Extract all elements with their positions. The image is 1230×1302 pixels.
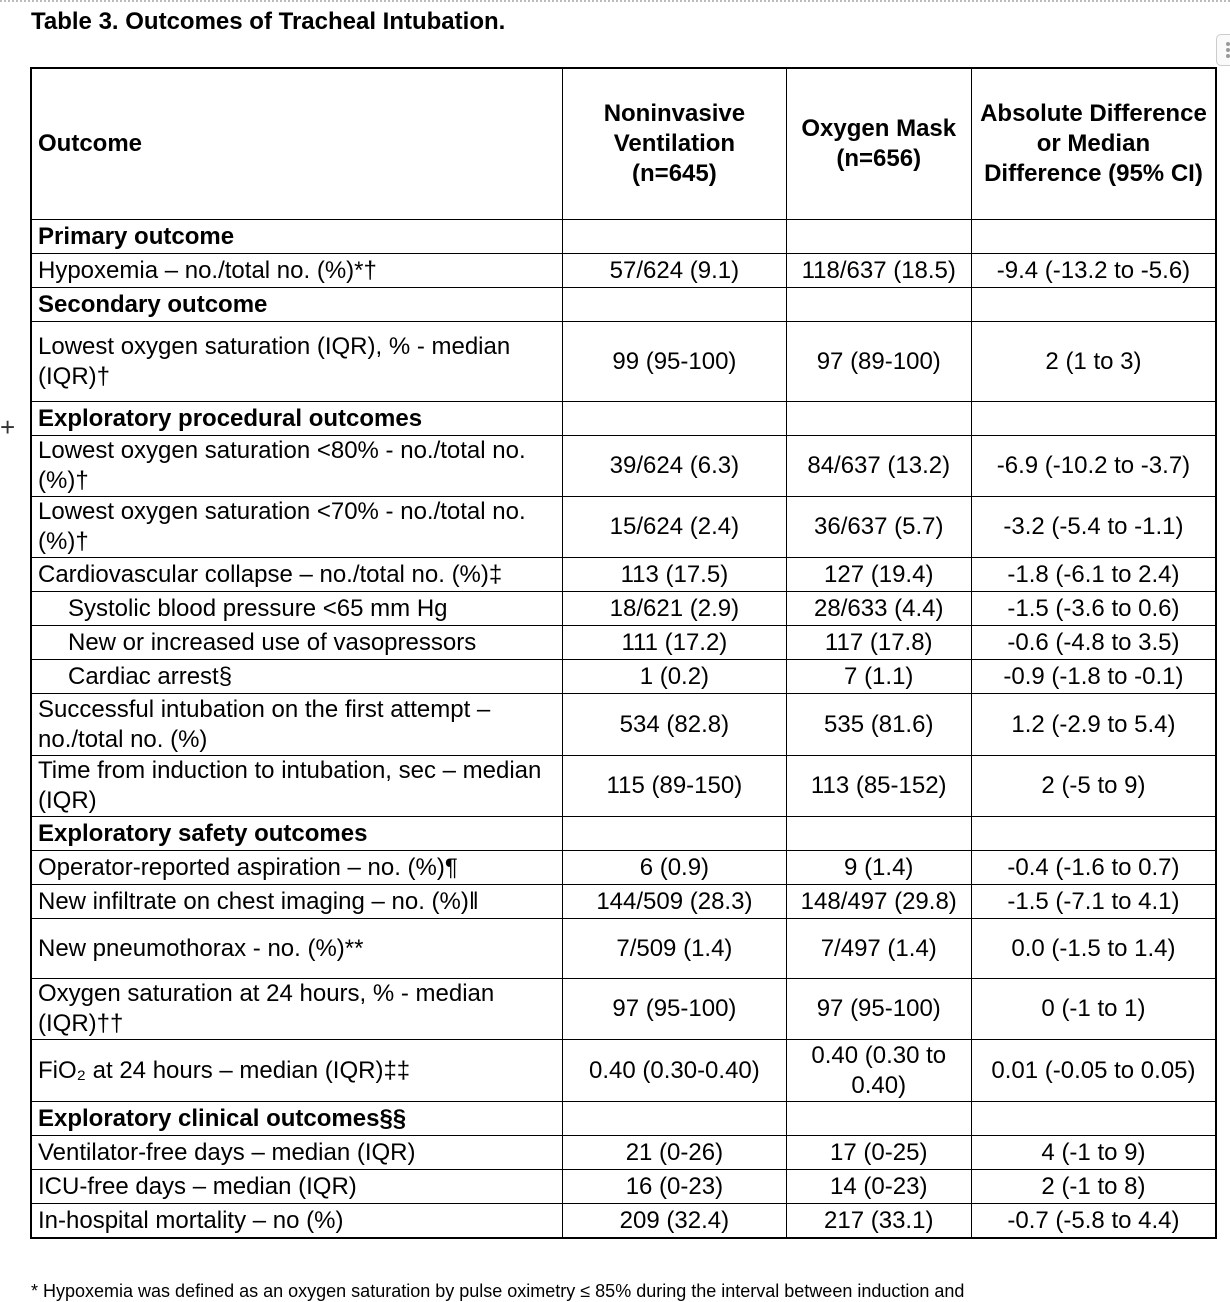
table-row <box>31 1170 1216 1204</box>
difference-value: 2 (-5 to 9) <box>971 756 1216 817</box>
outcome-label: Lowest oxygen saturation <80% - no./total no. (%)† <box>31 436 563 497</box>
difference-value <box>971 817 1216 851</box>
niv-value: 113 (17.5) <box>563 558 786 592</box>
difference-value: 2 (1 to 3) <box>971 322 1216 402</box>
mask-value <box>786 817 971 851</box>
table-row <box>31 660 1216 694</box>
mask-value: 127 (19.4) <box>786 558 971 592</box>
outcome-label: ICU-free days – median (IQR) <box>31 1170 563 1204</box>
mask-value: 0.40 (0.30 to 0.40) <box>786 1040 971 1102</box>
outcome-label: Operator-reported aspiration – no. (%)¶ <box>31 851 563 885</box>
niv-value: 0.40 (0.30-0.40) <box>563 1040 786 1102</box>
difference-value: 4 (-1 to 9) <box>971 1136 1216 1170</box>
section-label: Exploratory clinical outcomes§§ <box>31 1102 563 1136</box>
niv-value: 18/621 (2.9) <box>563 592 786 626</box>
mask-value: 113 (85-152) <box>786 756 971 817</box>
niv-value: 534 (82.8) <box>563 694 786 756</box>
top-divider <box>0 0 1230 5</box>
table-row <box>31 694 1216 756</box>
outcome-label: Successful intubation on the first attempt – no./total no. (%) <box>31 694 563 756</box>
niv-value: 6 (0.9) <box>563 851 786 885</box>
outcomes-table <box>30 67 1217 1239</box>
section-row <box>31 220 1216 254</box>
table-row <box>31 756 1216 817</box>
mask-value: 14 (0-23) <box>786 1170 971 1204</box>
mask-value: 84/637 (13.2) <box>786 436 971 497</box>
niv-value: 39/624 (6.3) <box>563 436 786 497</box>
table-row <box>31 626 1216 660</box>
niv-value: 15/624 (2.4) <box>563 497 786 558</box>
outcome-label: Ventilator-free days – median (IQR) <box>31 1136 563 1170</box>
mask-value <box>786 402 971 436</box>
outcome-label: Time from induction to intubation, sec – median (IQR) <box>31 756 563 817</box>
difference-value <box>971 402 1216 436</box>
table-title: Table 3. Outcomes of Tracheal Intubation. <box>31 8 506 35</box>
niv-value <box>563 402 786 436</box>
table-row <box>31 1136 1216 1170</box>
mask-value: 148/497 (29.8) <box>786 885 971 919</box>
add-row-icon[interactable]: + <box>0 412 16 442</box>
outcome-label: FiO₂ at 24 hours – median (IQR)‡‡ <box>31 1040 563 1102</box>
table-row <box>31 851 1216 885</box>
mask-value <box>786 288 971 322</box>
difference-value: -3.2 (-5.4 to -1.1) <box>971 497 1216 558</box>
section-label: Primary outcome <box>31 220 563 254</box>
drag-handle-icon[interactable] <box>1216 34 1230 66</box>
mask-value: 36/637 (5.7) <box>786 497 971 558</box>
footnote: * Hypoxemia was defined as an oxygen saturation by pulse oximetry ≤ 85% during the interval between induction and <box>31 1281 965 1301</box>
niv-value <box>563 1102 786 1136</box>
niv-value <box>563 817 786 851</box>
table-row <box>31 885 1216 919</box>
mask-value: 28/633 (4.4) <box>786 592 971 626</box>
section-label: Secondary outcome <box>31 288 563 322</box>
difference-value: -1.8 (-6.1 to 2.4) <box>971 558 1216 592</box>
difference-value: -1.5 (-7.1 to 4.1) <box>971 885 1216 919</box>
section-label: Exploratory safety outcomes <box>31 817 563 851</box>
mask-value: 117 (17.8) <box>786 626 971 660</box>
niv-value: 57/624 (9.1) <box>563 254 786 288</box>
table-row <box>31 436 1216 497</box>
outcome-label: Oxygen saturation at 24 hours, % - median (IQR)†† <box>31 979 563 1040</box>
table-row <box>31 558 1216 592</box>
table-row <box>31 254 1216 288</box>
mask-value: 9 (1.4) <box>786 851 971 885</box>
mask-value: 7 (1.1) <box>786 660 971 694</box>
difference-value: 0.01 (-0.05 to 0.05) <box>971 1040 1216 1102</box>
niv-value: 16 (0-23) <box>563 1170 786 1204</box>
niv-value: 21 (0-26) <box>563 1136 786 1170</box>
difference-value: -1.5 (-3.6 to 0.6) <box>971 592 1216 626</box>
difference-value <box>971 220 1216 254</box>
mask-value: 7/497 (1.4) <box>786 919 971 979</box>
niv-value: 144/509 (28.3) <box>563 885 786 919</box>
outcome-label: New infiltrate on chest imaging – no. (%)‖ <box>31 885 563 919</box>
difference-value: 2 (-1 to 8) <box>971 1170 1216 1204</box>
column-header-outcome: Outcome <box>31 68 563 220</box>
niv-value: 99 (95-100) <box>563 322 786 402</box>
section-label: Exploratory procedural outcomes <box>31 402 563 436</box>
table-row <box>31 979 1216 1040</box>
section-row <box>31 817 1216 851</box>
mask-value <box>786 1102 971 1136</box>
niv-value <box>563 220 786 254</box>
outcome-label: New pneumothorax - no. (%)** <box>31 919 563 979</box>
mask-value: 118/637 (18.5) <box>786 254 971 288</box>
niv-value: 7/509 (1.4) <box>563 919 786 979</box>
outcome-label: Lowest oxygen saturation (IQR), % - median (IQR)† <box>31 322 563 402</box>
difference-value <box>971 288 1216 322</box>
table-row <box>31 592 1216 626</box>
column-header-niv: Noninvasive Ventilation (n=645) <box>563 68 786 220</box>
table-row <box>31 919 1216 979</box>
difference-value: -9.4 (-13.2 to -5.6) <box>971 254 1216 288</box>
niv-value: 97 (95-100) <box>563 979 786 1040</box>
niv-value: 115 (89-150) <box>563 756 786 817</box>
mask-value <box>786 220 971 254</box>
difference-value: -0.4 (-1.6 to 0.7) <box>971 851 1216 885</box>
table-row <box>31 1040 1216 1102</box>
mask-value: 535 (81.6) <box>786 694 971 756</box>
table-row <box>31 497 1216 558</box>
table-row <box>31 322 1216 402</box>
mask-value: 97 (89-100) <box>786 322 971 402</box>
table-row <box>31 1204 1216 1239</box>
difference-value: 0 (-1 to 1) <box>971 979 1216 1040</box>
column-header-mask: Oxygen Mask (n=656) <box>786 68 971 220</box>
difference-value <box>971 1102 1216 1136</box>
outcome-label: Systolic blood pressure <65 mm Hg <box>31 592 563 626</box>
section-row <box>31 402 1216 436</box>
section-row <box>31 1102 1216 1136</box>
mask-value: 217 (33.1) <box>786 1204 971 1239</box>
outcome-label: Lowest oxygen saturation <70% - no./total no. (%)† <box>31 497 563 558</box>
niv-value: 111 (17.2) <box>563 626 786 660</box>
difference-value: 1.2 (-2.9 to 5.4) <box>971 694 1216 756</box>
niv-value <box>563 288 786 322</box>
difference-value: -6.9 (-10.2 to -3.7) <box>971 436 1216 497</box>
outcome-label: Cardiovascular collapse – no./total no. (%)‡ <box>31 558 563 592</box>
difference-value: -0.7 (-5.8 to 4.4) <box>971 1204 1216 1239</box>
difference-value: 0.0 (-1.5 to 1.4) <box>971 919 1216 979</box>
outcome-label: New or increased use of vasopressors <box>31 626 563 660</box>
outcome-label: Hypoxemia – no./total no. (%)*† <box>31 254 563 288</box>
mask-value: 97 (95-100) <box>786 979 971 1040</box>
niv-value: 209 (32.4) <box>563 1204 786 1239</box>
outcome-label: Cardiac arrest§ <box>31 660 563 694</box>
outcome-label: In-hospital mortality – no (%) <box>31 1204 563 1239</box>
section-row <box>31 288 1216 322</box>
difference-value: -0.6 (-4.8 to 3.5) <box>971 626 1216 660</box>
mask-value: 17 (0-25) <box>786 1136 971 1170</box>
niv-value: 1 (0.2) <box>563 660 786 694</box>
table-header-row <box>31 68 1216 220</box>
column-header-difference: Absolute Difference or Median Difference (95% CI) <box>971 68 1216 220</box>
difference-value: -0.9 (-1.8 to -0.1) <box>971 660 1216 694</box>
